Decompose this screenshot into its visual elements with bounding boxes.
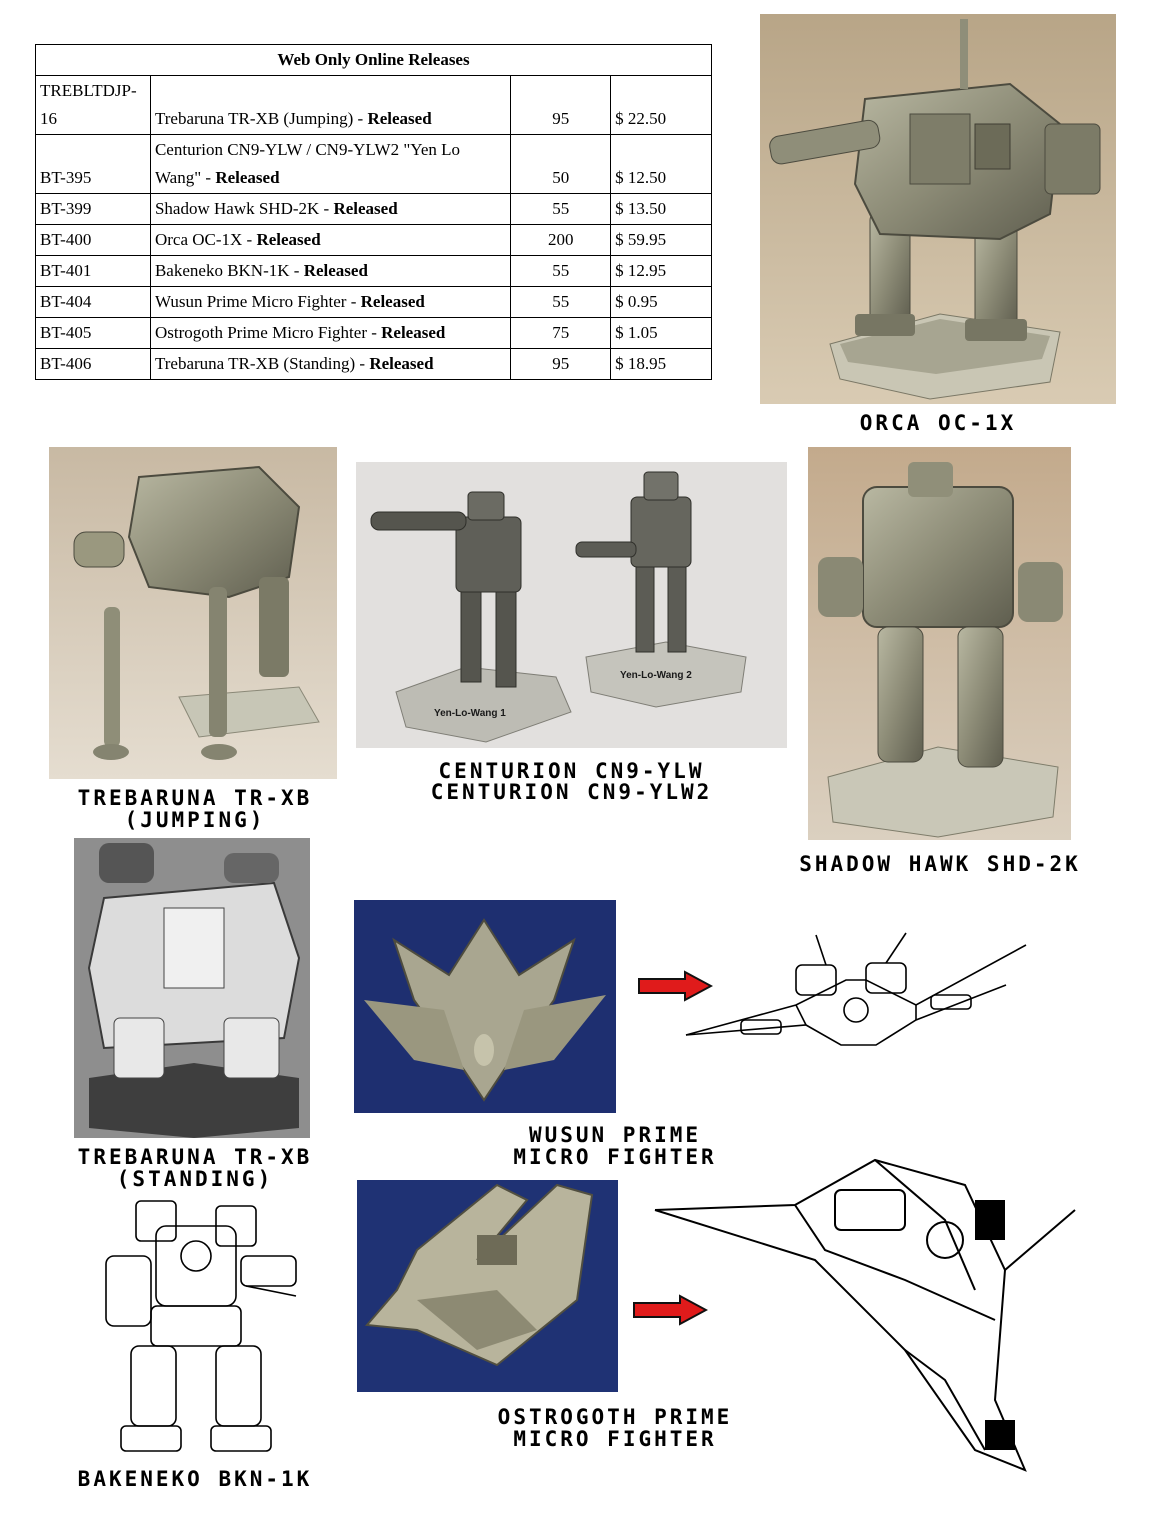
row-name: Centurion CN9-YLW / CN9-YLW2 "Yen Lo Wang" - Released — [150, 135, 510, 194]
ostrogoth-line-drawing — [645, 1150, 1080, 1485]
table-row — [36, 318, 712, 349]
row-cost: $ 59.95 — [611, 225, 712, 256]
centurion-photo — [356, 462, 787, 748]
caption-centurion-2: CENTURION CN9-YLW2 — [430, 780, 713, 804]
row-name: Ostrogoth Prime Micro Fighter - Released — [150, 318, 510, 349]
wusun-line-drawing — [676, 925, 1036, 1065]
row-name: Trebaruna TR-XB (Standing) - Released — [150, 349, 510, 380]
row-code: BT-405 — [36, 318, 151, 349]
row-points: 55 — [511, 287, 611, 318]
table-row — [36, 194, 712, 225]
row-code: BT-395 — [36, 135, 151, 194]
caption-bakeneko: BAKENEKO BKN-1K — [77, 1467, 313, 1491]
row-points: 55 — [511, 194, 611, 225]
row-cost: $ 22.50 — [611, 76, 712, 135]
base-label-ylw2: Yen-Lo-Wang 2 — [620, 670, 692, 681]
row-cost: $ 18.95 — [611, 349, 712, 380]
caption-trebaruna-jumping-2: (JUMPING) — [124, 808, 266, 832]
trebaruna-jumping-photo — [49, 447, 337, 779]
row-status: Released — [381, 323, 446, 342]
trebaruna-standing-photo — [74, 838, 310, 1138]
caption-centurion-1: CENTURION CN9-YLW — [438, 759, 705, 783]
row-status: Released — [360, 292, 425, 311]
table-row — [36, 135, 712, 194]
row-points: 95 — [511, 349, 611, 380]
row-code: BT-406 — [36, 349, 151, 380]
row-status: Released — [303, 261, 368, 280]
caption-trebaruna-standing-2: (STANDING) — [116, 1167, 274, 1191]
row-name: Bakeneko BKN-1K - Released — [150, 256, 510, 287]
caption-trebaruna-jumping-1: TREBARUNA TR-XB — [77, 786, 313, 810]
table-row — [36, 76, 712, 135]
caption-orca: ORCA OC-1X — [859, 411, 1017, 435]
row-name: Orca OC-1X - Released — [150, 225, 510, 256]
table-row — [36, 225, 712, 256]
caption-wusun-1: WUSUN PRIME — [528, 1123, 702, 1147]
row-cost: $ 0.95 — [611, 287, 712, 318]
row-points: 75 — [511, 318, 611, 349]
ostrogoth-photo — [357, 1180, 618, 1392]
caption-trebaruna-standing-1: TREBARUNA TR-XB — [77, 1145, 313, 1169]
row-status: Released — [256, 230, 321, 249]
caption-wusun-2: MICRO FIGHTER — [513, 1145, 717, 1169]
row-code: TREBLTDJP-16 — [36, 76, 151, 135]
row-status: Released — [215, 168, 280, 187]
row-name: Trebaruna TR-XB (Jumping) - Released — [150, 76, 510, 135]
row-status: Released — [333, 199, 398, 218]
shadow-hawk-photo — [808, 447, 1071, 840]
row-cost: $ 12.95 — [611, 256, 712, 287]
table-row — [36, 287, 712, 318]
orca-photo — [760, 14, 1116, 404]
row-cost: $ 1.05 — [611, 318, 712, 349]
caption-shadow-hawk: SHADOW HAWK SHD-2K — [799, 852, 1081, 876]
row-status: Released — [369, 354, 434, 373]
row-points: 55 — [511, 256, 611, 287]
table-row — [36, 349, 712, 380]
table-title: Web Only Online Releases — [36, 45, 712, 76]
wusun-photo — [354, 900, 616, 1113]
row-code: BT-401 — [36, 256, 151, 287]
row-code: BT-404 — [36, 287, 151, 318]
row-name: Shadow Hawk SHD-2K - Released — [150, 194, 510, 225]
row-code: BT-399 — [36, 194, 151, 225]
caption-ostrogoth-2: MICRO FIGHTER — [513, 1427, 717, 1451]
table-row — [36, 256, 712, 287]
row-status: Released — [367, 109, 432, 128]
row-points: 50 — [511, 135, 611, 194]
row-points: 95 — [511, 76, 611, 135]
row-code: BT-400 — [36, 225, 151, 256]
row-name: Wusun Prime Micro Fighter - Released — [150, 287, 510, 318]
base-label-ylw1: Yen-Lo-Wang 1 — [434, 708, 506, 719]
releases-table — [35, 44, 712, 380]
bakeneko-line-drawing — [96, 1196, 300, 1461]
row-cost: $ 13.50 — [611, 194, 712, 225]
row-cost: $ 12.50 — [611, 135, 712, 194]
caption-ostrogoth-1: OSTROGOTH PRIME — [497, 1405, 733, 1429]
row-points: 200 — [511, 225, 611, 256]
